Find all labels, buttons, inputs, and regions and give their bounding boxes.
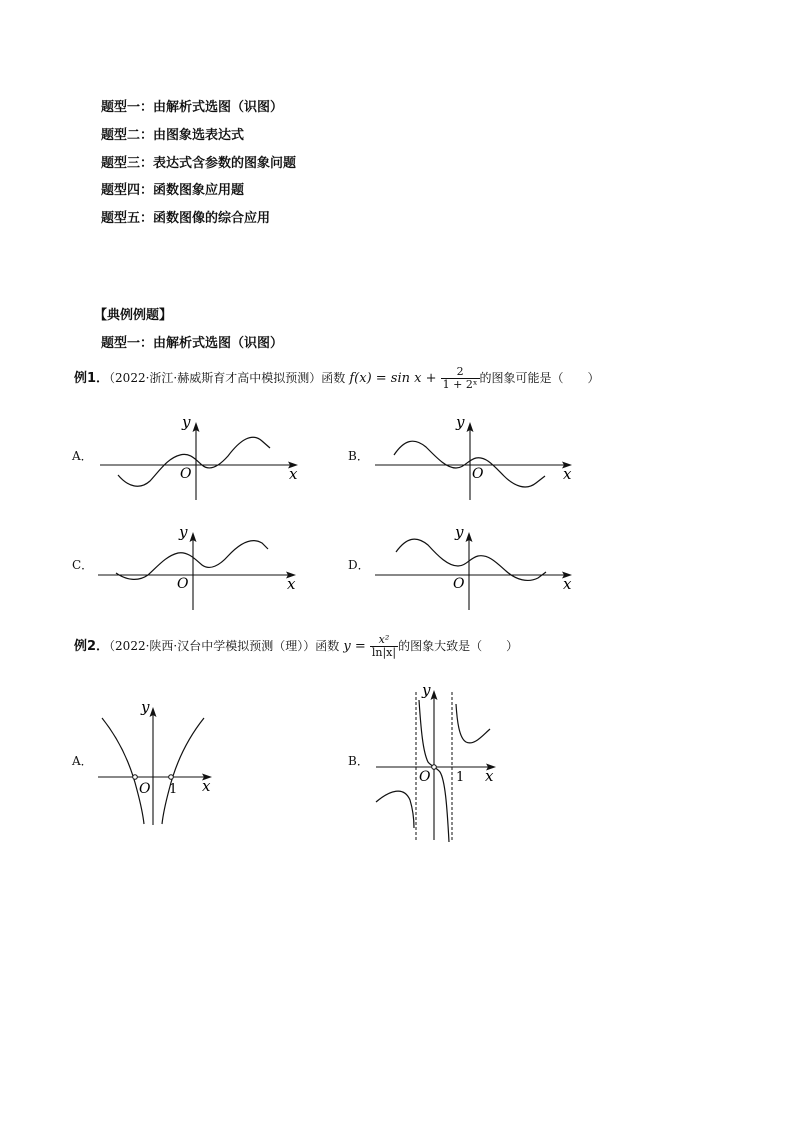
left-branch: [376, 791, 414, 828]
example-2-source: （2022·陕西·汉台中学模拟预测（理））函数: [109, 639, 340, 653]
ex2-option-a-label: A．: [72, 754, 93, 768]
tick-one-label: 1: [456, 770, 465, 785]
ex1-option-c-label: C．: [72, 558, 94, 572]
origin-label: O: [453, 576, 465, 592]
ex2-option-b-label: B．: [348, 754, 369, 768]
y-axis-label: y: [456, 413, 465, 431]
origin-label: O: [472, 466, 484, 482]
origin-label: O: [419, 769, 431, 785]
fraction-numerator: x²: [378, 633, 390, 646]
ex1-option-b-label: B．: [348, 449, 369, 463]
y-axis-label: y: [455, 523, 464, 541]
y-axis-label: y: [179, 523, 188, 541]
origin-label: O: [139, 781, 151, 797]
toc-item-2: 题型二：由图象选表达式: [101, 128, 245, 143]
example-1-tail: 的图象可能是（ ）: [479, 371, 600, 385]
toc-item-3: 题型三：表达式含参数的图象问题: [101, 156, 297, 171]
ex1-option-a-label: A．: [72, 449, 93, 463]
y-axis-label: y: [422, 681, 431, 699]
origin-label: O: [177, 576, 189, 592]
open-point: [432, 765, 437, 770]
toc-item-4: 题型四：函数图象应用题: [101, 183, 245, 198]
example-2-label: 例2．: [74, 639, 110, 654]
example-1-source: （2022·浙江·赫威斯育才高中模拟预测）函数: [109, 371, 346, 385]
tick-one-label: 1: [169, 782, 178, 797]
x-axis-label: x: [287, 575, 296, 593]
fraction-numerator: 2: [456, 365, 464, 378]
example-1-function: f(x) = sin x +: [349, 371, 437, 386]
example-2-tail: 的图象大致是（ ）: [398, 639, 519, 653]
x-axis-label: x: [563, 465, 572, 483]
x-axis-label: x: [563, 575, 572, 593]
fraction-denominator: ln|x|: [371, 646, 397, 659]
origin-label: O: [180, 466, 192, 482]
section-header: 【典例例题】: [94, 308, 173, 323]
section-subheader: 题型一：由解析式选图（识图）: [101, 336, 284, 351]
x-axis-label: x: [202, 777, 211, 795]
toc-item-1: 题型一：由解析式选图（识图）: [101, 100, 284, 115]
right-branch: [456, 704, 490, 743]
example-2-function: y =: [343, 639, 366, 654]
example-1-label: 例1．: [74, 371, 110, 386]
toc-item-5: 题型五：函数图像的综合应用: [101, 211, 271, 226]
x-axis-label: x: [485, 767, 494, 785]
ex1-option-d-label: D．: [348, 558, 370, 572]
fraction-denominator: 1 + 2ˣ: [442, 378, 478, 391]
y-axis-label: y: [141, 698, 150, 716]
x-axis-label: x: [289, 465, 298, 483]
y-axis-label: y: [182, 413, 191, 431]
